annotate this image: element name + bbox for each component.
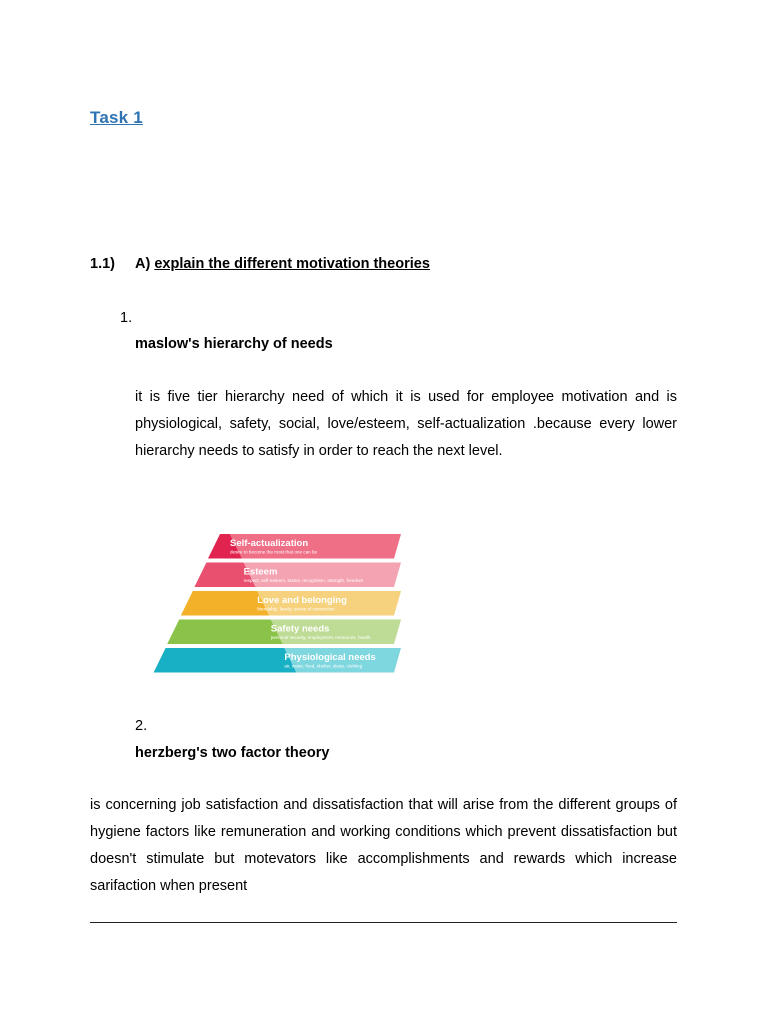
- pyramid-level-3: [181, 591, 401, 616]
- question-prefix: A): [135, 256, 151, 272]
- pyramid-level-dark-5: [154, 648, 297, 673]
- pyramid-level-dark-4: [167, 620, 283, 645]
- pyramid-level-name: Esteem: [243, 566, 278, 578]
- pyramid-level-name: Love and belonging: [257, 595, 347, 606]
- pyramid-level-5: [154, 648, 401, 673]
- pyramid-level-2: [194, 563, 401, 588]
- maslow-heading: maslow's hierarchy of needs: [135, 336, 333, 352]
- herzberg-paragraph: is concerning job satisfaction and dissatisfaction that will arise from the different groups of hygiene factors like remuneration and working conditions which prevent dissatisfaction but doesn't stimulate but motevators like accomplishments and rewards which increase sarifaction when present: [90, 797, 677, 894]
- question-heading: [135, 256, 430, 272]
- pyramid-level-desc: friendship, family, sense of connection: [257, 606, 335, 612]
- pyramid-level-desc: personal security, employment, resources, health: [270, 635, 371, 640]
- pyramid-level-desc: air, water, food, shelter, sleep, clothing: [284, 663, 363, 669]
- maslow-paragraph: it is five tier hierarchy need of which it is used for employee motivation and is physiological, safety, social, love/esteem, self-actualization .because every lower hierarchy needs to satisfy in order to reach the next level.: [135, 389, 677, 459]
- pyramid-level-desc: desire to become the most that one can be: [230, 549, 318, 555]
- page-title[interactable]: Task 1: [90, 108, 143, 127]
- list-number-1: 1.: [120, 310, 133, 326]
- pyramid-level-name: Safety needs: [270, 623, 330, 635]
- pyramid-level-desc: respect, self-esteem, status, recognition, strength, freedom: [243, 578, 364, 583]
- pyramid-level-dark-3: [181, 591, 269, 616]
- question-number: 1.1): [90, 256, 115, 272]
- pyramid-level-name: Self-actualization: [230, 538, 309, 549]
- list-number-2: 2.: [135, 718, 148, 734]
- pyramid-level-1: [208, 534, 401, 559]
- maslow-pyramid-image: [150, 528, 406, 674]
- herzberg-heading: herzberg's two factor theory: [135, 745, 330, 761]
- horizontal-rule: [90, 922, 677, 923]
- pyramid-level-name: Physiological needs: [284, 652, 376, 663]
- question-text: explain the different motivation theories: [154, 256, 430, 272]
- pyramid-level-4: [167, 620, 401, 645]
